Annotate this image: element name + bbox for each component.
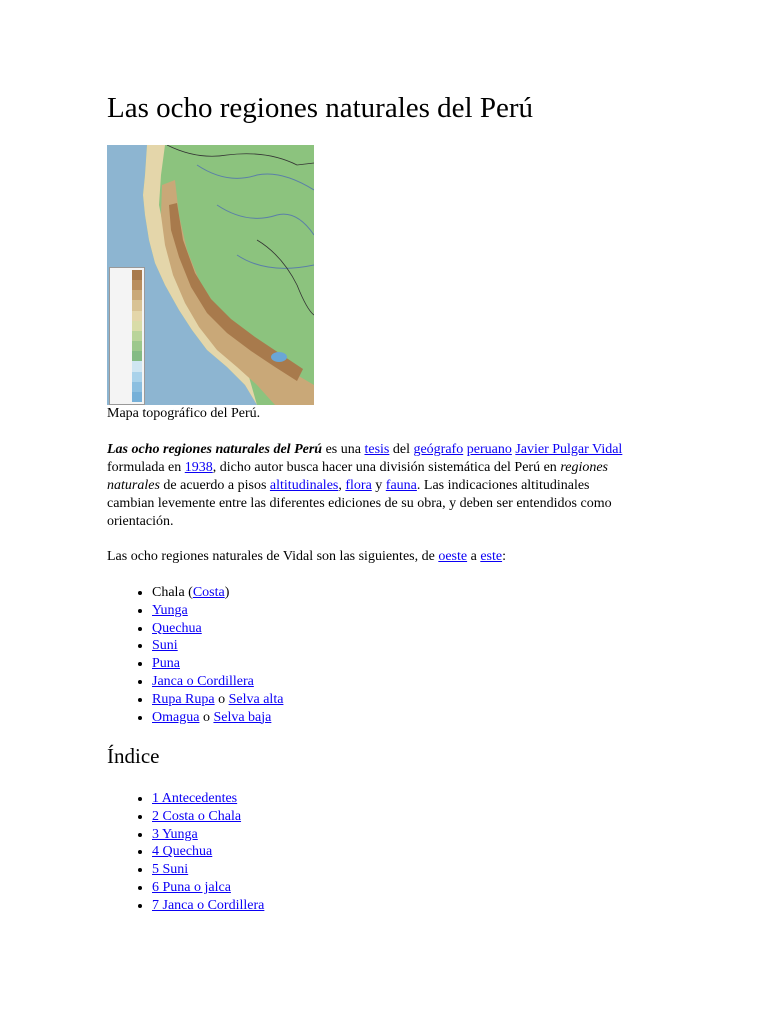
toc-item [152,808,264,826]
intro-italic: regiones naturales [107,460,609,493]
list-text: ) [224,585,230,600]
legend-swatch [132,270,142,280]
legend-swatch [132,351,142,361]
legend-swatch [132,331,142,341]
link-peruano[interactable]: peruano [466,442,512,457]
legend-swatch [132,341,142,351]
regions-intro-text: a [467,549,481,564]
legend-swatch [132,311,142,321]
list-text: Chala ( [152,585,193,600]
intro-text: formulada en [107,460,185,475]
legend-swatch [132,392,142,402]
link-janca[interactable]: Janca o Cordillera [152,673,254,689]
toc-item [152,897,264,915]
toc-link[interactable]: 5 Suni [152,862,189,878]
list-item [152,584,283,602]
link-suni[interactable]: Suni [152,638,178,654]
intro-text: de acuerdo a pisos [159,478,270,493]
link-costa[interactable]: Costa [192,585,225,600]
intro-text: , [338,478,346,493]
intro-text: y [371,478,386,493]
list-item [152,602,283,620]
list-text: o [199,709,214,725]
toc-heading: Índice [107,744,160,768]
intro-text: , dicho autor busca hacer una división sistemática del Perú en [212,460,561,475]
link-este[interactable]: este [480,549,503,564]
toc-item [152,861,264,879]
elevation-legend [109,267,145,405]
list-item [152,691,283,709]
list-item [152,620,283,638]
toc-link[interactable]: 7 Janca o Cordillera [152,897,265,913]
intro-text: . Las indicaciones altitudinales cambian levemente entre las diferentes ediciones de su obra, y deben ser entendidos como orientación. [107,478,612,529]
toc-link[interactable]: 6 Puna o jalca [152,879,231,895]
link-1938[interactable]: 1938 [184,460,213,475]
toc-link[interactable]: 3 Yunga [152,826,198,842]
legend-swatch [132,280,142,290]
toc-item [152,879,264,897]
legend-swatch [132,382,142,392]
map-caption: Mapa topográfico del Perú. [107,406,261,421]
regions-intro-text: Las ocho regiones naturales de Vidal son las siguientes, de [107,549,439,564]
toc-item [152,826,264,844]
link-tesis[interactable]: tesis [364,442,390,457]
link-quechua[interactable]: Quechua [152,620,202,636]
list-item [152,673,283,691]
page-title: Las ocho regiones naturales del Perú [107,92,533,124]
list-text: o [214,691,229,707]
regions-list [107,584,283,726]
link-omagua[interactable]: Omagua [152,709,200,725]
link-rupa-rupa[interactable]: Rupa Rupa [152,691,215,707]
link-altitudinales[interactable]: altitudinales [269,478,339,493]
link-oeste[interactable]: oeste [438,549,468,564]
link-yunga[interactable]: Yunga [152,602,188,618]
regions-intro-paragraph [107,548,506,566]
link-flora[interactable]: flora [345,478,372,493]
link-selva-alta[interactable]: Selva alta [228,691,284,707]
legend-swatch [132,300,142,310]
table-of-contents [107,790,264,915]
link-puna[interactable]: Puna [152,656,180,672]
toc-link[interactable]: 1 Antecedentes [152,791,238,806]
regions-intro-text: : [502,549,506,564]
list-item [152,655,283,673]
intro-text: del [389,442,414,457]
link-geografo[interactable]: geógrafo [413,442,464,457]
intro-paragraph [107,441,637,531]
toc-item [152,843,264,861]
intro-text: es una [322,442,365,457]
link-selva-baja[interactable]: Selva baja [213,709,272,725]
list-item [152,709,283,727]
legend-swatch [132,290,142,300]
legend-swatch [132,372,142,382]
toc-link[interactable]: 2 Costa o Chala [152,808,242,824]
toc-item [152,790,264,808]
list-item [152,637,283,655]
toc-link[interactable]: 4 Quechua [152,844,213,860]
link-javier-pulgar-vidal[interactable]: Javier Pulgar Vidal [515,442,623,457]
link-fauna[interactable]: fauna [385,478,417,493]
intro-bold-title: Las ocho regiones naturales del Perú [107,442,323,457]
legend-swatch [132,361,142,371]
legend-swatch [132,321,142,331]
legend-bar [132,270,142,402]
topographic-map-image [107,145,314,405]
